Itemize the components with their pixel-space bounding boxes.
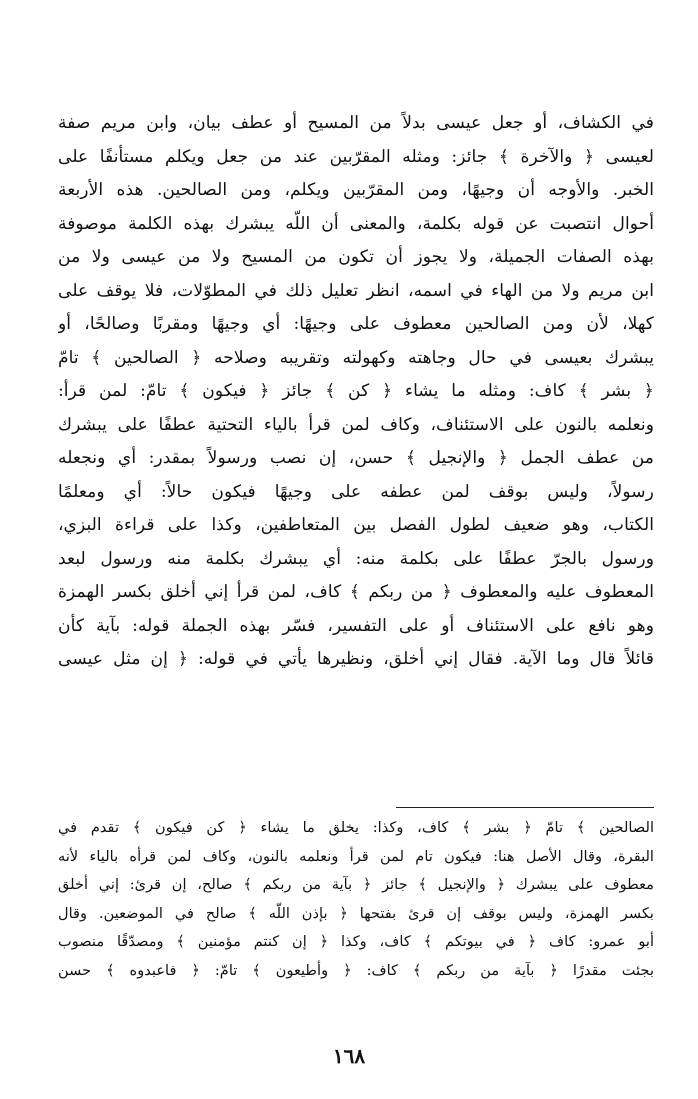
- main-text-line: من عطف الجمل ﴿ والإنجيل ﴾ حسن، إن نصب ورسولاً بمقدر: أي ونجعله: [58, 448, 654, 468]
- main-text-line: ابن مريم ولا من الهاء في اسمه، انظر تعليل ذلك في المطوّلات، فلا يوقف على: [58, 280, 654, 301]
- main-text-line: لعيسى ﴿ والآخرة ﴾ جائز: ومثله المقرّبين عند من جعل ويكلم مستأنفًا على: [58, 146, 654, 167]
- footnote-line: معطوف على يبشرك ﴿ والإنجيل ﴾ جائز ﴿ بآية من ربكم ﴾ صالح، إن قرئ: إني أخلق: [58, 876, 654, 894]
- main-text-line: رسولاً، وليس بوقف لمن عطفه على وجيهًا فيكون حالاً: أي ومعلمًا: [58, 481, 654, 502]
- main-text-line: الكتاب، وهو ضعيف لطول الفصل بين المتعاطفين، وكذا على قراءة البزي،: [58, 515, 654, 535]
- main-text-line: ﴿ بشر ﴾ كاف: ومثله ما يشاء ﴿ كن ﴾ جائز ﴿ فيكون ﴾ تامّ: لمن قرأ:: [58, 381, 654, 401]
- main-text-line: يبشرك بعيسى في حال وجاهته وكهولته وتقريبه وصلاحه ﴿ الصالحين ﴾ تامّ: [58, 347, 654, 368]
- footnote-line: البقرة، وقال الأصل هنا: فيكون تام لمن قرأ ونعلمه بالنون، وكاف لمن قرأه بالياء لأنه: [58, 847, 654, 865]
- footnote-line: بجئت مقدرًا ﴿ بآية من ربكم ﴾ كاف: ﴿ وأطيعون ﴾ تامّ: ﴿ فاعبدوه ﴾ حسن: [58, 961, 654, 979]
- main-text-line: قائلاً قال وما الآية. فقال إني أخلق، ونظيرها يأتي في قوله: ﴿ إن مثل عيسى: [58, 649, 654, 669]
- main-text-line: الخبر. والأوجه أن وجيهًا، ومن المقرّبين ويكلم، ومن الصالحين. هذه الأربعة: [58, 180, 654, 200]
- main-text-line: وهو نافع على الاستئناف أو على التفسير، فسّر بهذه الجملة قوله: بآية كأن: [58, 615, 654, 636]
- main-text-line: ونعلمه بالنون على الاستئناف، وكاف لمن قرأ بالياء التحتية عطفًا على يبشرك: [58, 414, 654, 435]
- footnote-divider: [396, 807, 654, 808]
- main-text-line: كهلا، لأن ومن الصالحين معطوف على وجيهًا: أي وجيهًا ومقربًا وصالحًا، أو: [58, 314, 654, 334]
- main-text-line: المعطوف عليه والمعطوف ﴿ من ربكم ﴾ كاف، لمن قرأ إني أخلق بكسر الهمزة: [58, 582, 654, 602]
- main-text-block: [58, 107, 654, 677]
- footnotes-block: [58, 814, 654, 986]
- main-text-line: أحوال انتصبت عن قوله بكلمة، والمعنى أن اللّه يبشرك بهذه الكلمة موصوفة: [58, 213, 654, 234]
- main-text-line: ورسول بالجرّ عطفًا على بكلمة منه: أي يبشرك بكلمة منه ورسول لبعد: [58, 548, 654, 569]
- footnote-line: أبو عمرو: كاف ﴿ في بيوتكم ﴾ كاف، وكذا ﴿ إن كنتم مؤمنين ﴾ ومصدّقًا منصوب: [58, 933, 654, 951]
- main-text-line: في الكشاف، أو جعل عيسى بدلاً من المسيح أو عطف بيان، وابن مريم صفة: [58, 113, 654, 133]
- main-text-line: بهذه الصفات الجميلة، ولا يجوز أن تكون من المسيح ولا من عيسى ولا من: [58, 247, 654, 267]
- footnote-line: بكسر الهمزة، وليس بوقف إن قرئ بفتحها ﴿ بإذن اللّه ﴾ صالح في الموضعين. وقال: [58, 904, 654, 922]
- page-number: ١٦٨: [332, 1044, 366, 1068]
- footnote-line: الصالحين ﴾ تامّ ﴿ بشر ﴾ كاف، وكذا: يخلق ما يشاء ﴿ كن فيكون ﴾ تقدم في: [58, 819, 654, 836]
